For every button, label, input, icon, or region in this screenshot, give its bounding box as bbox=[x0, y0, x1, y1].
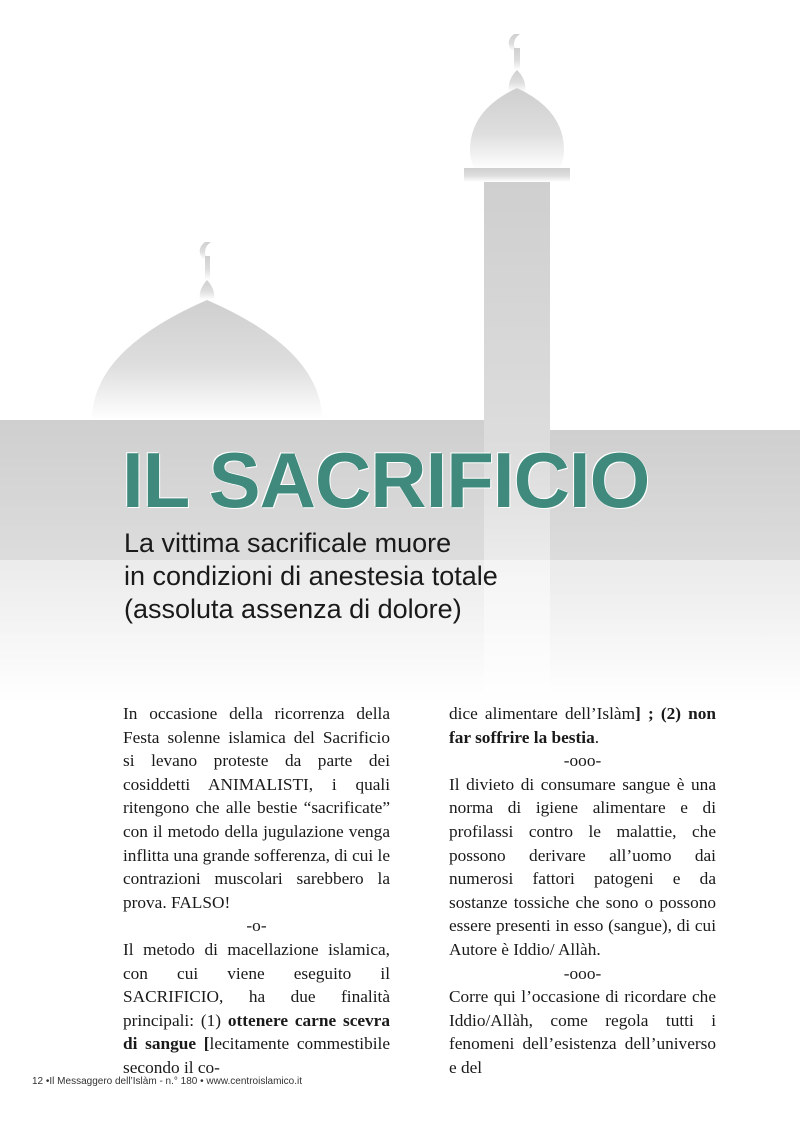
subtitle-line: La vittima sacrificale muore bbox=[124, 528, 452, 558]
left-column bbox=[123, 702, 390, 1080]
paragraph: Il divieto di consumare sangue è una norma di igiene alimentare e di profilassi contro le malattie, che possono derivare all’uomo dai numerosi fattori patogeni e da sostanze tossiche che sono o possono essere presenti in esso (sangue), di cui Autore è Iddio/ Allàh. bbox=[449, 774, 716, 959]
subtitle-line: in condizioni di anestesia totale bbox=[124, 561, 498, 591]
subtitle-line: (assoluta assenza di dolore) bbox=[124, 594, 462, 624]
right-column bbox=[449, 702, 716, 1080]
paragraph-text: . bbox=[594, 727, 600, 747]
bold-text: ottenere carne scevra di sangue bbox=[123, 1010, 390, 1054]
section-separator: -ooo- bbox=[563, 963, 602, 983]
paragraph-text: dice alimentare dell’Islàm bbox=[449, 704, 636, 723]
paragraph bbox=[123, 938, 390, 1080]
section-separator: -ooo- bbox=[563, 751, 602, 771]
bold-text: ] ; (2) non far soffrire la bestia bbox=[449, 704, 716, 747]
bracket-text: [ bbox=[196, 1034, 210, 1054]
page-footer: 12 •Il Messaggero dell’Islàm - n.° 180 • www.centroislamico.it bbox=[32, 1076, 302, 1087]
paragraph bbox=[449, 702, 716, 749]
paragraph-text: lecitamente commestibile secondo il co- bbox=[123, 1034, 390, 1077]
paragraph: Corre qui l’occasione di ricordare che Iddio/Allàh, come regola tutti i fenomeni dell’esistenza dell’universo e del bbox=[449, 987, 716, 1077]
paragraph-text: Il metodo di macellazione islamica, con cui viene eseguito il SACRIFICIO, ha due finalità principali: (1) bbox=[123, 939, 390, 1030]
section-separator: -o- bbox=[246, 916, 267, 936]
article-subtitle bbox=[124, 527, 498, 626]
paragraph: In occasione della ricorrenza della Festa solenne islamica del Sacrificio si levano proteste da parte dei cosiddetti ANIMALISTI, i quali ritengono che alle bestie “sacrificate” con il metodo della jugulazione venga inflitta una grande sofferenza, di cui le contrazioni muscolari sarebbero la prova. FALSO! bbox=[123, 704, 390, 912]
article-title: IL SACRIFICIO bbox=[122, 436, 650, 524]
